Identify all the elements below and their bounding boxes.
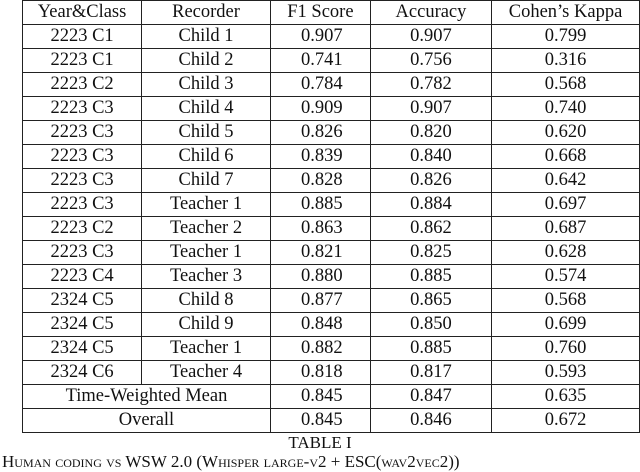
cell-recorder: Child 3: [142, 73, 271, 97]
table-caption: Human coding vs WSW 2.0 (Whisper large-v2 + ESC(wav2vec2)): [2, 452, 460, 471]
cell-recorder: Child 4: [142, 97, 271, 121]
cell-f1-score: 0.821: [270, 241, 370, 265]
table-row: [23, 97, 640, 121]
cell-cohens-kappa: 0.574: [492, 265, 640, 289]
header-recorder: Recorder: [142, 1, 271, 25]
cell-cohens-kappa: 0.672: [492, 409, 640, 433]
cell-cohens-kappa: 0.699: [492, 313, 640, 337]
summary-row: [23, 385, 640, 409]
cell-accuracy: 0.847: [370, 385, 491, 409]
cell-recorder: Child 9: [142, 313, 271, 337]
cell-f1-score: 0.848: [270, 313, 370, 337]
cell-f1-score: 0.845: [270, 385, 370, 409]
cell-cohens-kappa: 0.316: [492, 49, 640, 73]
cell-f1-score: 0.784: [270, 73, 370, 97]
cell-f1-score: 0.877: [270, 289, 370, 313]
cell-accuracy: 0.885: [370, 265, 491, 289]
cell-recorder: Child 6: [142, 145, 271, 169]
cell-year-class: 2324 C5: [23, 313, 142, 337]
cell-f1-score: 0.863: [270, 217, 370, 241]
cell-accuracy: 0.850: [370, 313, 491, 337]
cell-recorder: Teacher 1: [142, 337, 271, 361]
cell-recorder: Child 1: [142, 25, 271, 49]
cell-year-class: 2223 C3: [23, 169, 142, 193]
cell-recorder: Child 7: [142, 169, 271, 193]
cell-recorder: Teacher 2: [142, 217, 271, 241]
cell-year-class: 2223 C3: [23, 97, 142, 121]
results-table: [22, 0, 640, 433]
cell-cohens-kappa: 0.642: [492, 169, 640, 193]
cell-cohens-kappa: 0.760: [492, 337, 640, 361]
cell-year-class: 2223 C1: [23, 49, 142, 73]
cell-accuracy: 0.846: [370, 409, 491, 433]
cell-accuracy: 0.840: [370, 145, 491, 169]
cell-year-class: 2223 C3: [23, 241, 142, 265]
cell-f1-score: 0.828: [270, 169, 370, 193]
table-body: [23, 25, 640, 433]
cell-recorder: Teacher 4: [142, 361, 271, 385]
table-row: [23, 361, 640, 385]
cell-accuracy: 0.820: [370, 121, 491, 145]
cell-accuracy: 0.865: [370, 289, 491, 313]
cell-recorder: Teacher 1: [142, 193, 271, 217]
cell-accuracy: 0.884: [370, 193, 491, 217]
cell-recorder: Child 5: [142, 121, 271, 145]
cell-year-class: 2223 C2: [23, 73, 142, 97]
header-accuracy: Accuracy: [370, 1, 491, 25]
cell-f1-score: 0.826: [270, 121, 370, 145]
cell-f1-score: 0.741: [270, 49, 370, 73]
cell-cohens-kappa: 0.668: [492, 145, 640, 169]
table-number: TABLE I: [288, 433, 352, 452]
cell-cohens-kappa: 0.620: [492, 121, 640, 145]
summary-row: [23, 409, 640, 433]
cell-f1-score: 0.907: [270, 25, 370, 49]
table-row: [23, 49, 640, 73]
cell-f1-score: 0.909: [270, 97, 370, 121]
cell-cohens-kappa: 0.568: [492, 289, 640, 313]
table-header-row: [23, 1, 640, 25]
table-row: [23, 193, 640, 217]
table-row: [23, 169, 640, 193]
cell-year-class: 2223 C2: [23, 217, 142, 241]
cell-f1-score: 0.885: [270, 193, 370, 217]
cell-accuracy: 0.826: [370, 169, 491, 193]
summary-label: Overall: [23, 409, 271, 433]
table-row: [23, 145, 640, 169]
cell-recorder: Teacher 1: [142, 241, 271, 265]
cell-year-class: 2223 C3: [23, 193, 142, 217]
table-row: [23, 121, 640, 145]
cell-accuracy: 0.817: [370, 361, 491, 385]
cell-accuracy: 0.885: [370, 337, 491, 361]
cell-cohens-kappa: 0.628: [492, 241, 640, 265]
cell-accuracy: 0.782: [370, 73, 491, 97]
table-row: [23, 73, 640, 97]
cell-cohens-kappa: 0.635: [492, 385, 640, 409]
summary-label: Time-Weighted Mean: [23, 385, 271, 409]
cell-f1-score: 0.882: [270, 337, 370, 361]
cell-year-class: 2223 C4: [23, 265, 142, 289]
table-row: [23, 241, 640, 265]
table-row: [23, 265, 640, 289]
header-cohens-kappa: Cohen’s Kappa: [492, 1, 640, 25]
cell-recorder: Child 2: [142, 49, 271, 73]
cell-year-class: 2324 C5: [23, 289, 142, 313]
cell-year-class: 2223 C1: [23, 25, 142, 49]
table-row: [23, 289, 640, 313]
cell-cohens-kappa: 0.799: [492, 25, 640, 49]
cell-accuracy: 0.756: [370, 49, 491, 73]
cell-f1-score: 0.839: [270, 145, 370, 169]
cell-f1-score: 0.818: [270, 361, 370, 385]
header-f1-score: F1 Score: [270, 1, 370, 25]
cell-cohens-kappa: 0.697: [492, 193, 640, 217]
cell-accuracy: 0.907: [370, 25, 491, 49]
cell-year-class: 2324 C5: [23, 337, 142, 361]
cell-cohens-kappa: 0.687: [492, 217, 640, 241]
cell-f1-score: 0.845: [270, 409, 370, 433]
cell-year-class: 2223 C3: [23, 121, 142, 145]
cell-cohens-kappa: 0.740: [492, 97, 640, 121]
cell-cohens-kappa: 0.593: [492, 361, 640, 385]
cell-accuracy: 0.825: [370, 241, 491, 265]
cell-year-class: 2223 C3: [23, 145, 142, 169]
table-row: [23, 25, 640, 49]
cell-f1-score: 0.880: [270, 265, 370, 289]
header-year-class: Year&Class: [23, 1, 142, 25]
table-row: [23, 337, 640, 361]
cell-year-class: 2324 C6: [23, 361, 142, 385]
cell-recorder: Teacher 3: [142, 265, 271, 289]
table-row: [23, 217, 640, 241]
cell-recorder: Child 8: [142, 289, 271, 313]
cell-accuracy: 0.862: [370, 217, 491, 241]
cell-accuracy: 0.907: [370, 97, 491, 121]
table-row: [23, 313, 640, 337]
cell-cohens-kappa: 0.568: [492, 73, 640, 97]
